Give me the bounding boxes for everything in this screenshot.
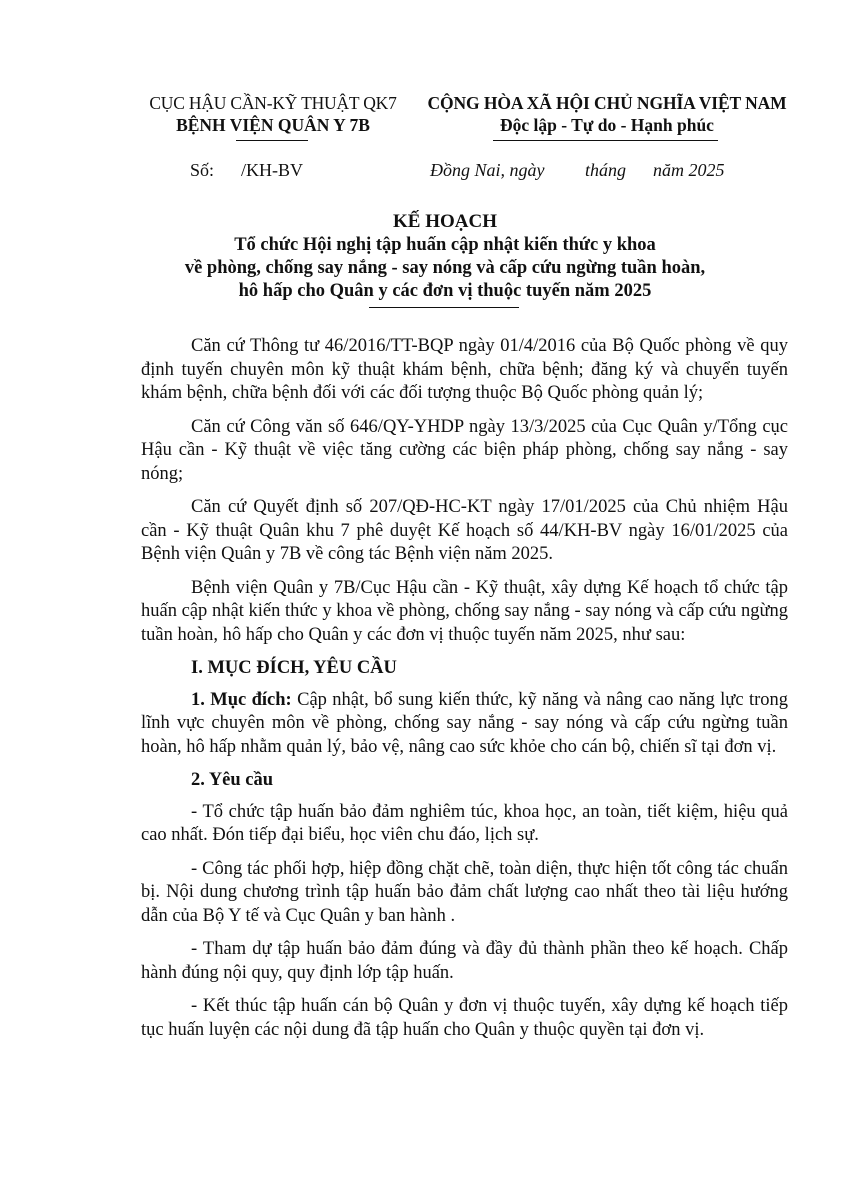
title-line-1: Tổ chức Hội nghị tập huấn cập nhật kiến thức y khoa — [234, 235, 656, 255]
title-underline — [369, 307, 519, 308]
motto-underline — [493, 140, 718, 141]
document-number: Số: /KH-BV — [190, 160, 304, 180]
legal-basis-2: Căn cứ Công văn số 646/QY-YHDP ngày 13/3/2025 của Cục Quân y/Tổng cục Hậu cần - Kỹ thuật về việc tăng cường các biện pháp phòng, chống say nắng - say nóng; — [141, 416, 788, 484]
document-type: KẾ HOẠCH — [393, 211, 497, 232]
nation-name: CỘNG HÒA XÃ HỘI CHỦ NGHĨA VIỆT NAM — [427, 93, 787, 113]
national-motto: Độc lập - Tự do - Hạnh phúc — [500, 115, 714, 135]
purpose-label: 1. Mục đích: — [191, 689, 292, 710]
national-heading — [418, 92, 796, 136]
place-and-date: Đồng Nai, ngày tháng năm 2025 — [430, 160, 725, 180]
purpose-text: Cập nhật, bổ sung kiến thức, kỹ năng và nâng cao năng lực trong lĩnh vực chuyên môn về phòng, chống say nắng - say nóng và cấp cứu ngừng tuần hoàn, hô hấp nhằm quản lý, bảo vệ, nâng cao sức khỏe cho cán bộ, chiến sĩ tại đơn vị. — [141, 689, 788, 757]
requirement-item-1: - Tổ chức tập huấn bảo đảm nghiêm túc, khoa học, an toàn, tiết kiệm, hiệu quả cao nhất. Đón tiếp đại biểu, học viên chu đáo, lịch sự. — [141, 801, 788, 845]
legal-basis-3: Căn cứ Quyết định số 207/QĐ-HC-KT ngày 17/01/2025 của Chủ nhiệm Hậu cần - Kỹ thuật Quân khu 7 phê duyệt Kế hoạch số 44/KH-BV ngày 16/01/2025 của Bệnh viện Quân y 7B về công tác Bệnh viện năm 2025. — [141, 497, 788, 564]
parent-organization: CỤC HẬU CẦN-KỸ THUẬT QK7 — [149, 93, 397, 113]
requirements-heading: 2. Yêu cầu — [191, 770, 274, 790]
plan-introduction: Bệnh viện Quân y 7B/Cục Hậu cần - Kỹ thuật, xây dựng Kế hoạch tổ chức tập huấn cập nhật kiến thức y khoa về phòng, chống say nắng - say nóng và cấp cứu ngừng tuần hoàn, hô hấp cho Quân y các đơn vị thuộc tuyến năm 2025, như sau: — [141, 577, 788, 645]
title-line-3: hô hấp cho Quân y các đơn vị thuộc tuyến năm 2025 — [238, 281, 652, 301]
organization-name: BỆNH VIỆN QUÂN Y 7B — [176, 115, 370, 135]
requirement-item-4: - Kết thúc tập huấn cán bộ Quân y đơn vị thuộc tuyến, xây dựng kế hoạch tiếp tục huấn luyện các nội dung đã tập huấn cho Quân y thuộc quyền tại đơn vị. — [141, 996, 788, 1040]
document-body — [141, 335, 788, 1052]
section-heading-purpose-requirements: I. MỤC ĐÍCH, YÊU CẦU — [191, 658, 397, 678]
issuing-authority — [128, 92, 418, 136]
purpose-paragraph — [141, 689, 788, 760]
requirement-item-2: - Công tác phối hợp, hiệp đồng chặt chẽ, toàn diện, thực hiện tốt công tác chuẩn bị. Nội dung chương trình tập huấn bảo đảm chất lượng cao nhất theo tài liệu hướng dẫn của Bộ Y tế và Cục Quân y ban hành . — [141, 858, 788, 926]
document-title — [100, 210, 790, 303]
legal-basis-1: Căn cứ Thông tư 46/2016/TT-BQP ngày 01/4/2016 của Bộ Quốc phòng về quy định tuyến chuyên môn kỹ thuật khám bệnh, chữa bệnh; đăng ký và chuyển tuyến khám bệnh, chữa bệnh đối với các đối tượng thuộc Bộ Quốc phòng quản lý; — [141, 336, 788, 403]
title-line-2: về phòng, chống say nắng - say nóng và cấp cứu ngừng tuần hoàn, — [184, 258, 706, 278]
requirement-item-3: - Tham dự tập huấn bảo đảm đúng và đầy đủ thành phần theo kế hoạch. Chấp hành đúng nội quy, quy định lớp tập huấn. — [141, 939, 788, 983]
authority-underline — [236, 140, 308, 141]
